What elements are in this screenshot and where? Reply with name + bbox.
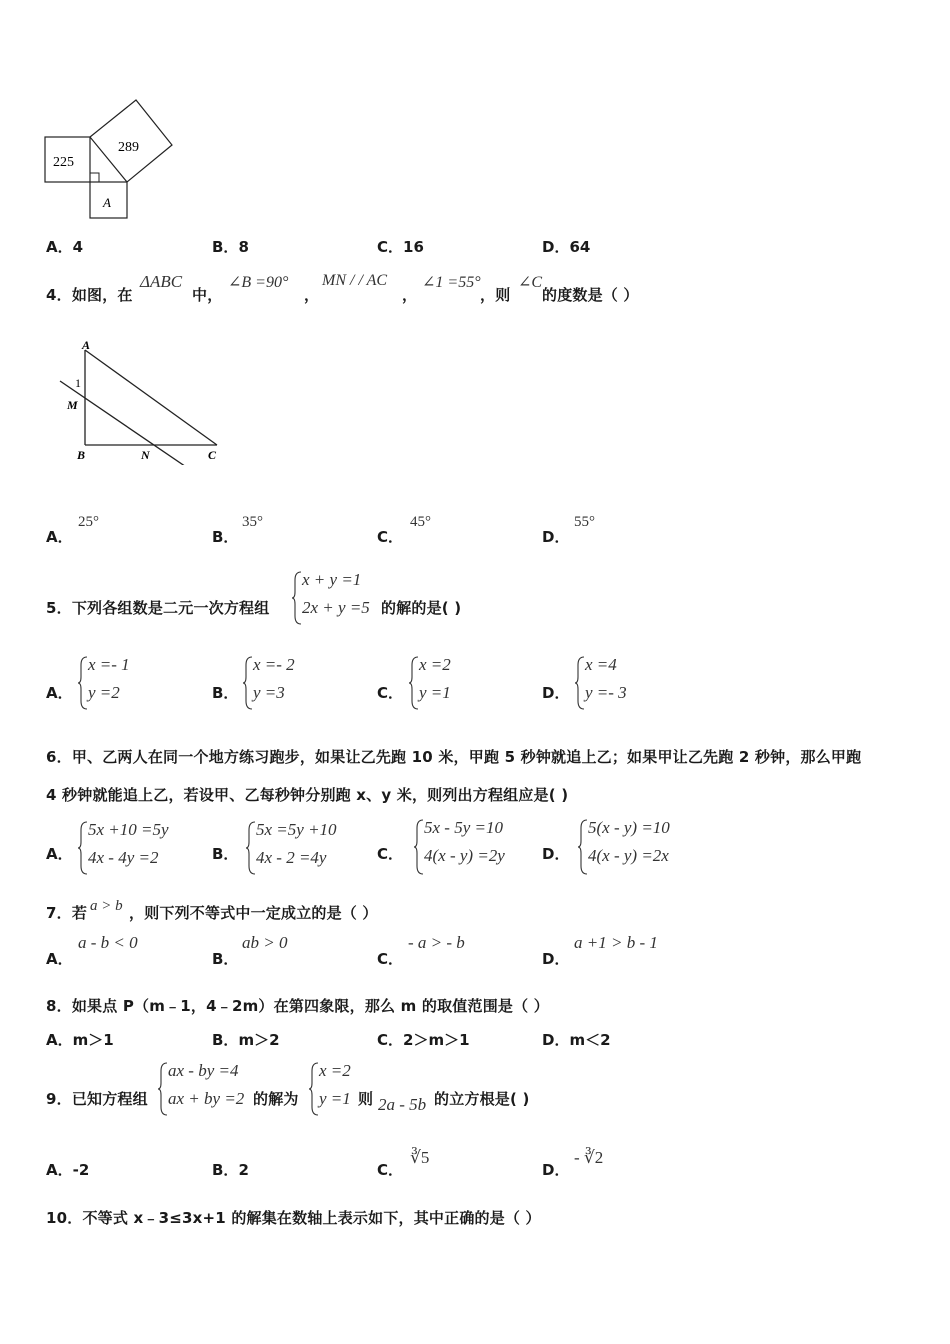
label-289: 289 — [118, 140, 139, 155]
q6-option-d[interactable]: D． — [542, 845, 570, 863]
q7-option-a-value: a - b < 0 — [78, 933, 138, 952]
q4-sep2: ， — [402, 286, 418, 304]
q4-option-b-value: 35° — [242, 514, 263, 530]
q3-option-d[interactable]: D．64 — [542, 238, 591, 256]
q5-prefix: 5．下列各组数是二元一次方程组 — [46, 599, 270, 617]
label-N: N — [141, 448, 150, 462]
q9-option-d-letter[interactable]: D． — [542, 1161, 570, 1179]
q4-mid1: 中， — [192, 286, 223, 304]
q5-suffix: 的解的是( ) — [381, 599, 462, 617]
q9-system: ax - by =4 ax + by =2 — [158, 1061, 258, 1117]
q7-option-b-value: ab > 0 — [242, 933, 288, 952]
q5-option-a[interactable]: A． — [46, 684, 73, 702]
q7-option-a-letter[interactable]: A． — [46, 950, 73, 968]
q8-stem: 8．如果点 P（m﹣1，4﹣2m）在第四象限，那么 m 的取值范围是（ ） — [46, 997, 549, 1015]
q6-option-a[interactable]: A． — [46, 845, 73, 863]
q9-option-c-value: ∛5 — [410, 1148, 430, 1167]
q3-option-a[interactable]: A．4 — [46, 238, 84, 256]
label-1: 1 — [75, 376, 81, 390]
q4-option-c-value: 45° — [410, 514, 431, 530]
q9-option-d-value: - ∛2 — [574, 1148, 604, 1167]
q7-option-d-letter[interactable]: D． — [542, 950, 570, 968]
q5-option-d-system: x =4 y =- 3 — [575, 655, 655, 711]
q9-mid: 的解为 — [253, 1090, 299, 1108]
q7-option-d-value: a +1 > b - 1 — [574, 933, 658, 952]
q9-prefix: 9．已知方程组 — [46, 1090, 148, 1108]
side-AC — [85, 350, 217, 445]
q7-condition: a > b — [90, 898, 123, 914]
q5-option-a-system: x =- 1 y =2 — [78, 655, 158, 711]
q5-option-b[interactable]: B． — [212, 684, 239, 702]
q6-line2: 4 秒钟就能追上乙，若设甲、乙每秒钟分别跑 x、y 米，则列出方程组应是( ) — [46, 786, 569, 804]
q8-option-b[interactable]: B．m＞2 — [212, 1031, 280, 1049]
q4-mid2: ，则 — [480, 286, 511, 304]
q7-option-c-letter[interactable]: C． — [377, 950, 404, 968]
q3-squares-figure — [40, 95, 180, 220]
q5-option-b-system: x =- 2 y =3 — [243, 655, 323, 711]
q4-option-a-letter[interactable]: A． — [46, 528, 73, 546]
q3-option-b[interactable]: B．8 — [212, 238, 249, 256]
q5-option-c[interactable]: C． — [377, 684, 404, 702]
q10-stem: 10．不等式 x﹣3≤3x+1 的解集在数轴上表示如下，其中正确的是（ ） — [46, 1209, 541, 1227]
q4-angle1: ∠1 =55° — [422, 274, 481, 291]
q4-stem: 4．如图，在 — [46, 286, 133, 304]
label-A: A — [103, 195, 111, 210]
q6-option-d-system: 5(x - y) =10 4(x - y) =2x — [578, 818, 703, 876]
q8-option-c[interactable]: C．2＞m＞1 — [377, 1031, 470, 1049]
q8-option-a[interactable]: A．m＞1 — [46, 1031, 114, 1049]
label-C: C — [208, 448, 217, 462]
q4-parallel: MN / / AC — [322, 272, 388, 289]
q5-option-c-system: x =2 y =1 — [409, 655, 489, 711]
q6-option-a-system: 5x +10 =5y 4x - 4y =2 — [78, 820, 198, 876]
q7-option-b-letter[interactable]: B． — [212, 950, 239, 968]
q6-option-c-system: 5x - 5y =10 4(x - y) =2y — [414, 818, 539, 876]
label-225: 225 — [53, 155, 74, 170]
q4-sep1: ， — [304, 286, 320, 304]
q9-option-a[interactable]: A．-2 — [46, 1161, 90, 1179]
q7-suffix: ，则下列不等式中一定成立的是（ ） — [129, 904, 378, 922]
q7-option-c-value: - a > - b — [408, 933, 465, 952]
q4-angleC: ∠C — [518, 274, 543, 291]
q5-system: x + y =1 2x + y =5 — [292, 570, 382, 626]
q4-option-a-value: 25° — [78, 514, 99, 530]
q4-suffix: 的度数是（ ） — [542, 286, 639, 304]
q7-prefix: 7．若 — [46, 904, 88, 922]
label-M: M — [67, 398, 78, 412]
q6-option-b[interactable]: B． — [212, 845, 239, 863]
q4-option-c-letter[interactable]: C． — [377, 528, 404, 546]
q3-option-c[interactable]: C．16 — [377, 238, 424, 256]
q4-angleB: ∠B =90° — [228, 274, 289, 291]
q9-expression: 2a - 5b — [378, 1095, 427, 1114]
q8-option-d[interactable]: D．m＜2 — [542, 1031, 611, 1049]
q4-option-b-letter[interactable]: B． — [212, 528, 239, 546]
q5-option-d[interactable]: D． — [542, 684, 570, 702]
q9-then: 则 — [358, 1090, 374, 1108]
label-A: A — [82, 338, 91, 352]
right-angle-mark — [90, 173, 99, 182]
q6-option-b-system: 5x =5y +10 4x - 2 =4y — [246, 820, 366, 876]
q9-option-c-letter[interactable]: C． — [377, 1161, 404, 1179]
q9-suffix: 的立方根是( ) — [434, 1090, 530, 1108]
q6-line1: 6．甲、乙两人在同一个地方练习跑步，如果让乙先跑 10 米，甲跑 5 秒钟就追上乙；如果甲让乙先跑 2 秒钟，那么甲跑 — [46, 748, 862, 766]
q6-option-c[interactable]: C． — [377, 845, 404, 863]
q4-option-d-letter[interactable]: D． — [542, 528, 570, 546]
q9-solution: x =2 y =1 — [309, 1061, 359, 1117]
q9-option-b[interactable]: B．2 — [212, 1161, 249, 1179]
q4-option-d-value: 55° — [574, 514, 595, 530]
label-B: B — [77, 448, 86, 462]
q4-triangle-figure — [55, 335, 230, 465]
q4-triangle: ΔABC — [140, 272, 183, 291]
